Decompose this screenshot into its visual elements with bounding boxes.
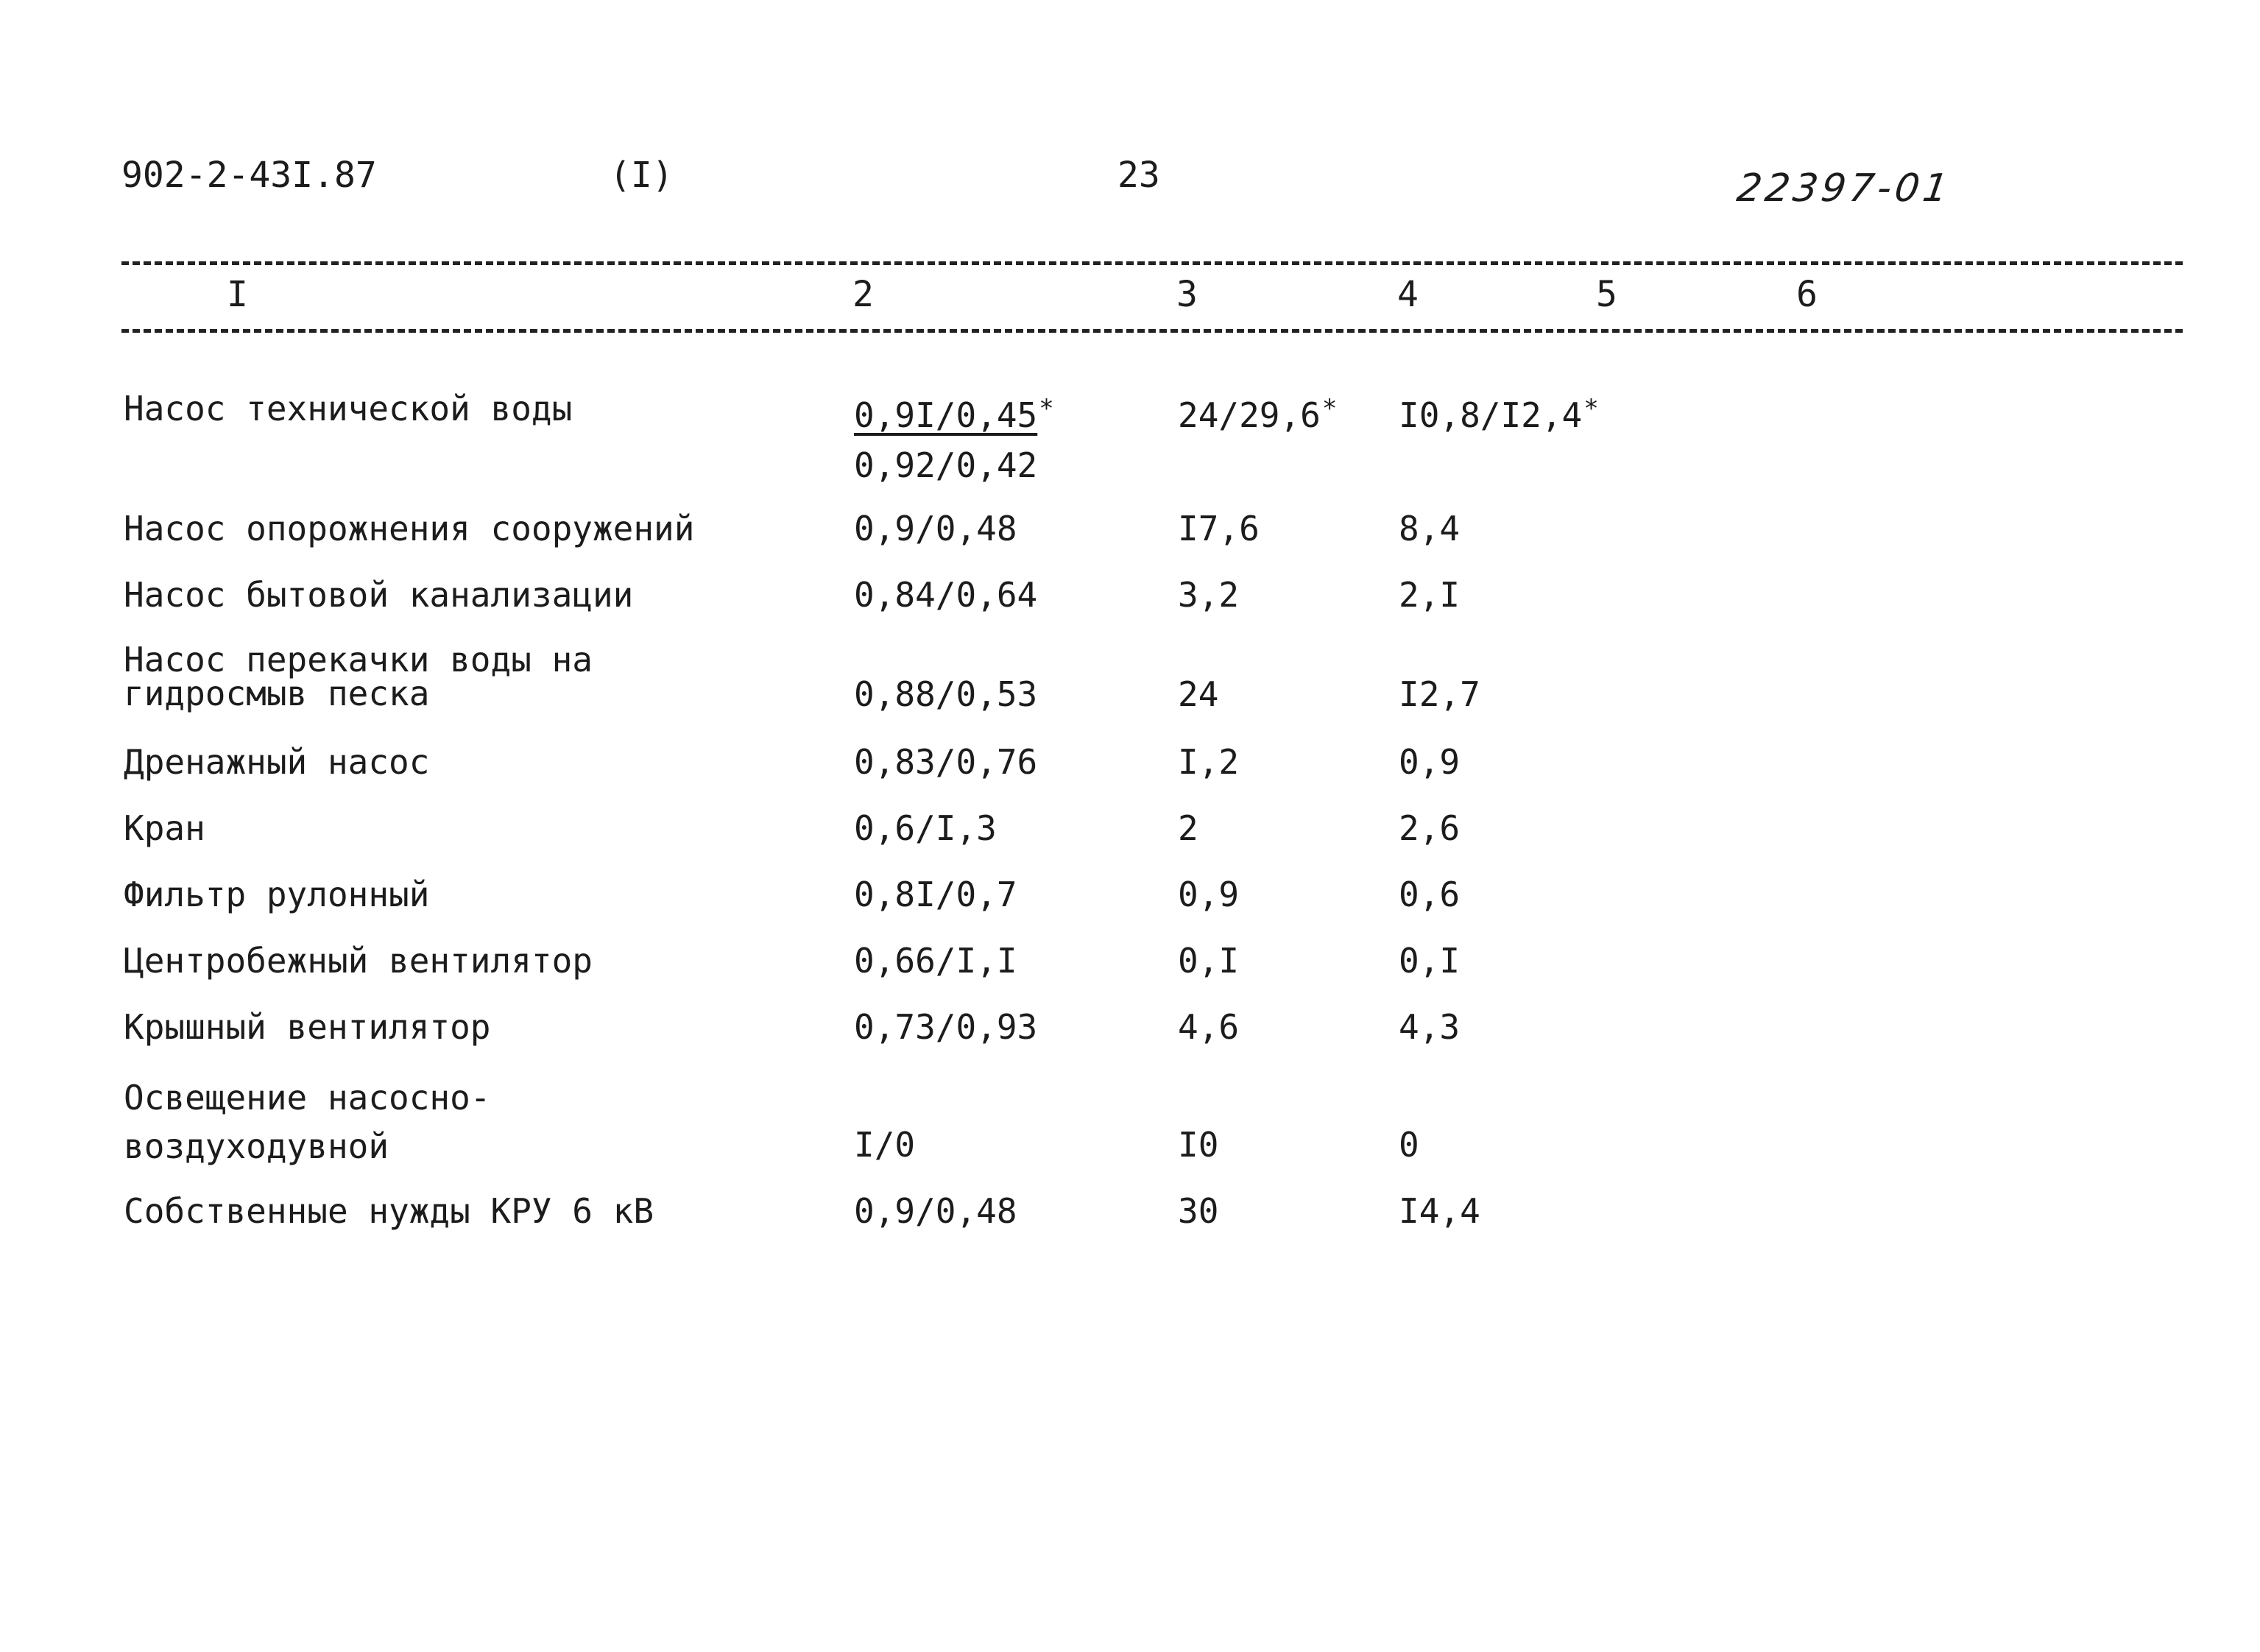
row-value-col2: 0,9/0,48 bbox=[854, 509, 1017, 548]
table-header-rule bbox=[121, 329, 2183, 333]
row-value-col3: 0,9 bbox=[1178, 875, 1240, 914]
row-name: Кран bbox=[124, 808, 205, 848]
document-code: 902-2-43I.87 bbox=[121, 155, 377, 196]
row-value-col4: 8,4 bbox=[1399, 509, 1461, 548]
row-value-col4: I0,8/I2,4* bbox=[1399, 394, 1599, 435]
row-name: Дренажный насос bbox=[124, 742, 430, 782]
row-name: Насос бытовой канализации bbox=[124, 575, 634, 615]
row-value-col4: I4,4 bbox=[1399, 1191, 1480, 1231]
row-name: Освещение насосно-воздуходувной bbox=[124, 1078, 491, 1166]
row-name: Крышный вентилятор bbox=[124, 1007, 491, 1047]
row-value-col2: 0,84/0,64 bbox=[854, 575, 1038, 615]
row-value-col2: I/0 bbox=[854, 1125, 916, 1165]
row-value-col2: 0,88/0,53 bbox=[854, 674, 1038, 714]
table-top-rule bbox=[121, 261, 2183, 265]
column-number-4: 4 bbox=[1397, 274, 1419, 315]
row-value-col2: 0,66/I,I bbox=[854, 941, 1017, 981]
row-value-col2 bbox=[854, 390, 1054, 484]
row-value-col3: I7,6 bbox=[1178, 509, 1260, 548]
column-number-2: 2 bbox=[852, 274, 874, 315]
row-value-col4: I2,7 bbox=[1399, 674, 1480, 714]
row-value-col3: 2 bbox=[1178, 808, 1198, 848]
row-name: Фильтр рулонный bbox=[124, 875, 430, 914]
row-value-col3: 4,6 bbox=[1178, 1007, 1240, 1047]
row-value-col4: 4,3 bbox=[1399, 1007, 1461, 1047]
row-value-col4: 2,I bbox=[1399, 575, 1461, 615]
row-value-col3: 0,I bbox=[1178, 941, 1240, 981]
column-number-5: 5 bbox=[1596, 274, 1617, 315]
row-value-col4: 2,6 bbox=[1399, 808, 1461, 848]
row-value-col4: 0,I bbox=[1399, 941, 1461, 981]
row-value-col4: 0,9 bbox=[1399, 742, 1461, 782]
row-name: Собственные нужды КРУ 6 кВ bbox=[124, 1191, 654, 1231]
row-value-col2-top: 0,9I/0,45* bbox=[854, 394, 1054, 435]
sheet-number: (I) bbox=[610, 155, 674, 196]
row-value-col2: 0,9/0,48 bbox=[854, 1191, 1017, 1231]
row-name: Насос перекачки воды на гидросмыв песка bbox=[124, 640, 593, 713]
row-value-col2: 0,83/0,76 bbox=[854, 742, 1038, 782]
row-name: Насос технической воды bbox=[124, 389, 573, 428]
row-value-col4: 0 bbox=[1399, 1125, 1419, 1165]
column-number-6: 6 bbox=[1796, 274, 1818, 315]
row-value-col3: 30 bbox=[1178, 1191, 1219, 1231]
column-number-1: I bbox=[227, 274, 248, 315]
row-value-col2-bottom: 0,92/0,42 bbox=[854, 445, 1038, 485]
row-value-col4: 0,6 bbox=[1399, 875, 1461, 914]
row-name: Центробежный вентилятор bbox=[124, 941, 593, 981]
row-name: Насос опорожнения сооружений bbox=[124, 509, 695, 548]
column-number-3: 3 bbox=[1176, 274, 1198, 315]
handwritten-stamp: 22397-01 bbox=[1734, 166, 1954, 211]
row-value-col3: I,2 bbox=[1178, 742, 1240, 782]
row-value-col3: 24 bbox=[1178, 674, 1219, 714]
page-number: 23 bbox=[1117, 155, 1160, 196]
row-value-col3: 24/29,6* bbox=[1178, 394, 1338, 435]
row-value-col2: 0,6/I,3 bbox=[854, 808, 997, 848]
row-value-col3: 3,2 bbox=[1178, 575, 1240, 615]
row-value-col3: I0 bbox=[1178, 1125, 1219, 1165]
row-value-col2: 0,8I/0,7 bbox=[854, 875, 1017, 914]
row-value-col2: 0,73/0,93 bbox=[854, 1007, 1038, 1047]
